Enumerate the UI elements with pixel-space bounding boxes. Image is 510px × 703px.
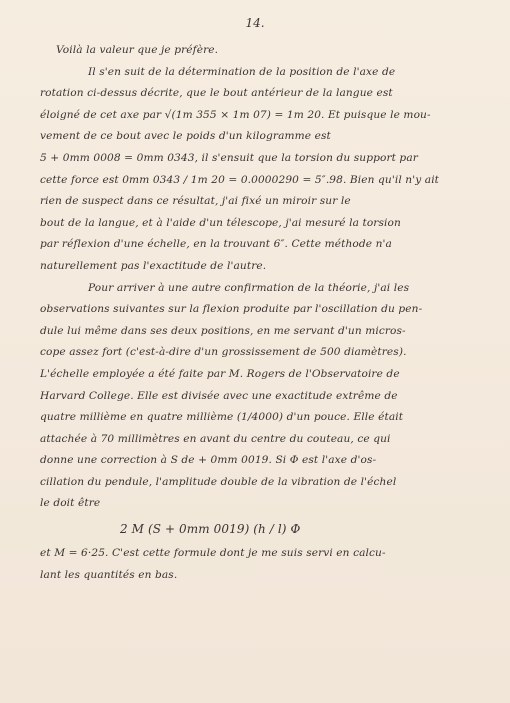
text-line: Voilà la valeur que je préfère. [56,44,219,56]
text-line: L'échelle employée a été faite par M. Rogers de l'Observatoire de [40,367,400,380]
text-line: Il s'en suit de la détermination de la position de l'axe de [88,65,396,78]
text-line: quatre millième en quatre millième (1/4000) d'un pouce. Elle était [40,411,404,424]
text-line: cillation du pendule, l'amplitude double de la vibration de l'échel [40,475,397,488]
text-line: bout de la langue, et à l'aide d'un télescope, j'ai mesuré la torsion [40,216,401,229]
text-line: rien de suspect dans ce résultat, j'ai fixé un miroir sur le [40,195,351,208]
text-line: éloigné de cet axe par √(1m 355 × 1m 07) = 1m 20. Et puisque le mou- [40,108,431,121]
formula: 2 M (S + 0mm 0019) (h / l) Φ [120,522,301,537]
text-line: rotation ci-dessus décrite, que le bout antérieur de la langue est [40,87,393,100]
text-line: 5 + 0mm 0008 = 0mm 0343, il s'ensuit que la torsion du support par [40,151,418,164]
text-line: naturellement pas l'exactitude de l'autre. [40,259,267,272]
text-line: Pour arriver à une autre confirmation de la théorie, j'ai les [88,281,410,294]
handwritten-text [40,40,480,586]
page-number: 14. [245,16,265,30]
text-line: dule lui même dans ses deux positions, en me servant d'un micros- [40,324,406,337]
text-line: lant les quantités en bas. [40,568,178,581]
text-line: attachée à 70 millimètres en avant du centre du couteau, ce qui [40,432,391,445]
text-line: et M = 6·25. C'est cette formule dont je me suis servi en calcu- [40,547,386,560]
text-line: observations suivantes sur la flexion produite par l'oscillation du pen- [40,303,423,316]
text-line: le doit être [40,497,101,510]
text-line: par réflexion d'une échelle, en la trouvant 6″. Cette méthode n'a [40,238,392,251]
text-line: Harvard College. Elle est divisée avec une exactitude extrême de [40,389,398,402]
text-line: cette force est 0mm 0343 / 1m 20 = 0.0000290 = 5″.98. Bien qu'il n'y ait [40,173,440,186]
text-line: cope assez fort (c'est-à-dire d'un grossissement de 500 diamètres). [40,346,407,359]
text-line: vement de ce bout avec le poids d'un kilogramme est [40,130,331,143]
text-line: donne une correction à S de + 0mm 0019. Si Φ est l'axe d'os- [40,454,377,467]
